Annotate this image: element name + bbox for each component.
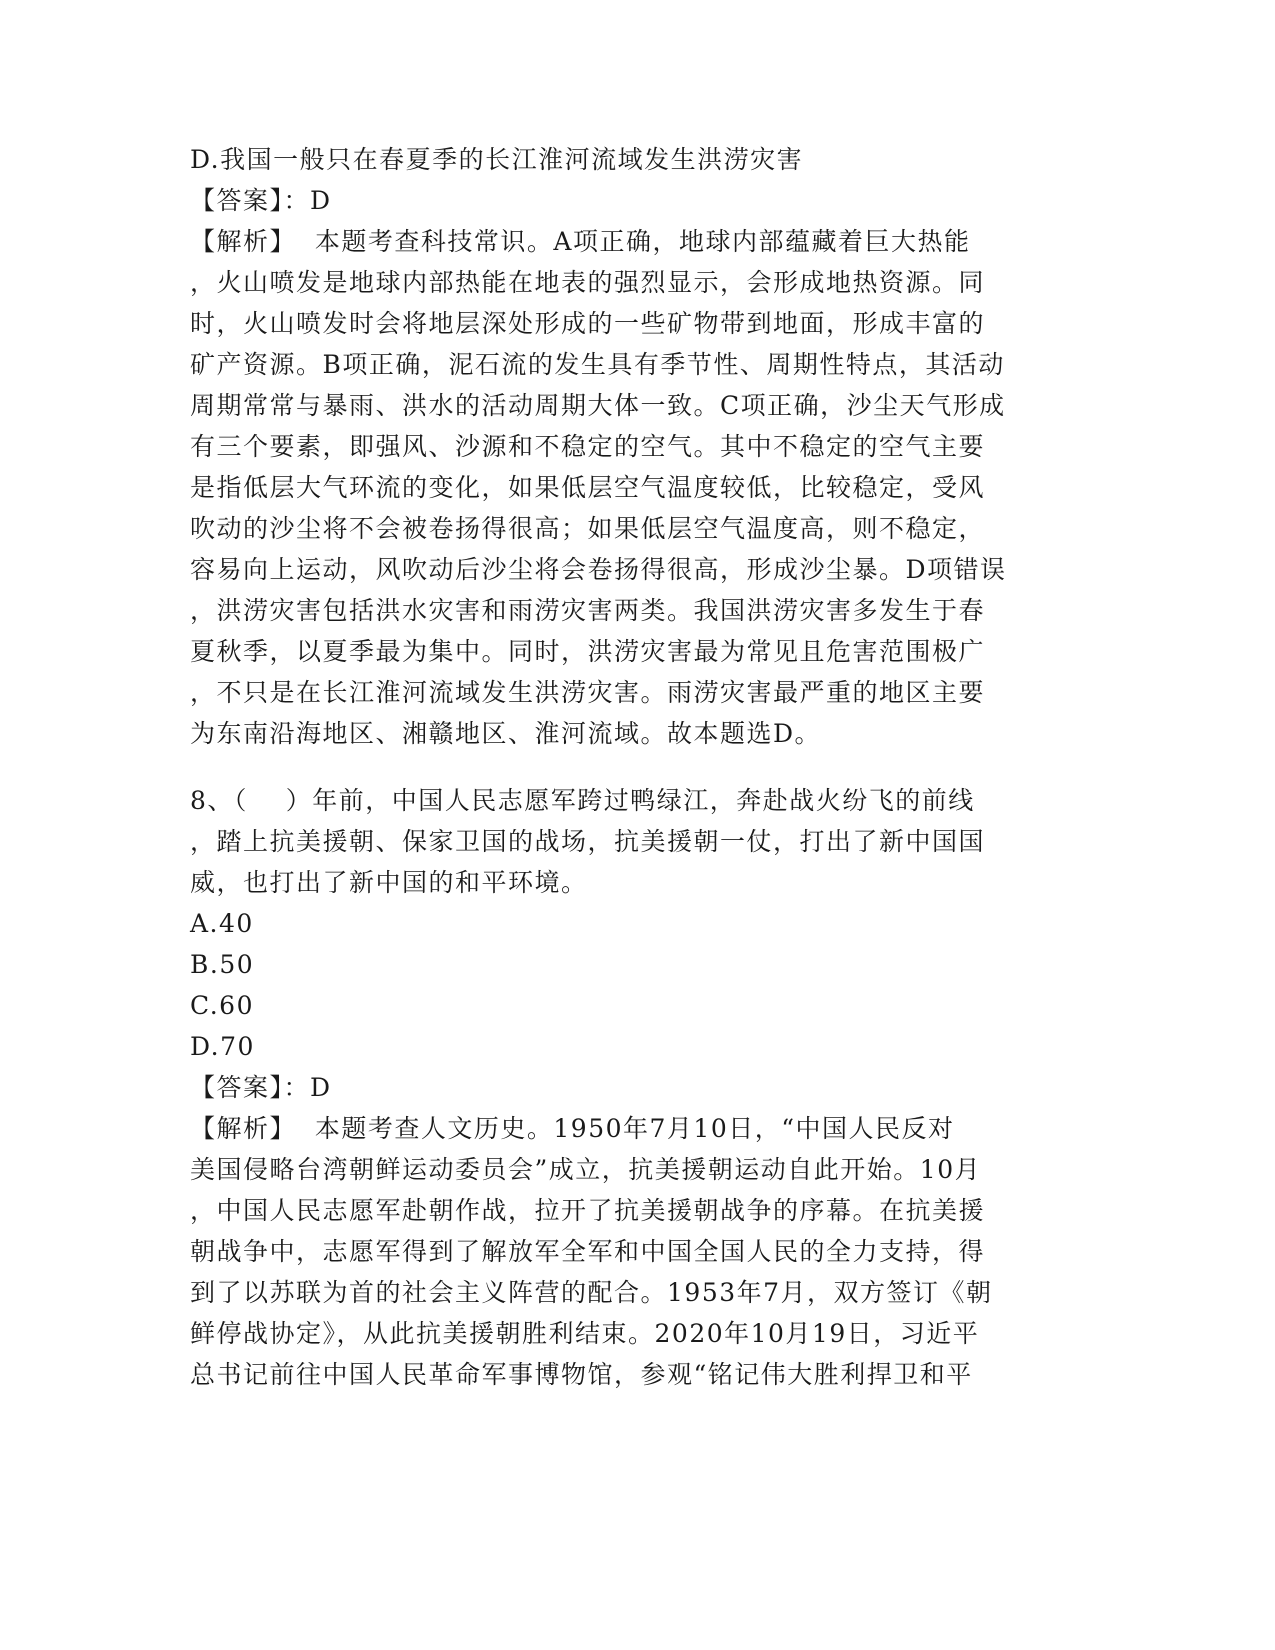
q8-question-line: 8、（ ）年前，中国人民志愿军跨过鸭绿江，奔赴战火纷飞的前线 [190,786,975,815]
q8-explanation-line: 总书记前往中国人民革命军事博物馆，参观“铭记伟大胜利捍卫和平 [190,1360,973,1389]
q8-explanation-line: 【解析】 本题考查人文历史。1950年7月10日，“中国人民反对 [190,1114,955,1143]
q8-explanation-line: ，中国人民志愿军赴朝作战，拉开了抗美援朝战争的序幕。在抗美援 [190,1196,986,1225]
q8-option-c: C.60 [190,991,254,1020]
q8-question-line: ，踏上抗美援朝、保家卫国的战场，抗美援朝一仗，打出了新中国国 [190,827,986,856]
q7-explanation-line: ，不只是在长江淮河流域发生洪涝灾害。雨涝灾害最严重的地区主要 [190,678,986,707]
q8-question-line: 威，也打出了新中国的和平环境。 [190,868,588,897]
q7-explanation-line: 有三个要素，即强风、沙源和不稳定的空气。其中不稳定的空气主要 [190,432,986,461]
q7-explanation-line: 矿产资源。B项正确，泥石流的发生具有季节性、周期性特点，其活动 [190,350,1005,379]
q8-option-b: B.50 [190,950,255,979]
q8-answer: 【答案】：D [190,1073,332,1102]
q7-explanation-line: 为东南沿海地区、湘赣地区、淮河流域。故本题选D。 [190,719,822,748]
q8-option-d: D.70 [190,1032,255,1061]
q7-explanation-line: 容易向上运动，风吹动后沙尘将会卷扬得很高，形成沙尘暴。D项错误 [190,555,1007,584]
q8-option-a: A.40 [190,909,254,938]
q7-answer: 【答案】：D [190,186,332,215]
q7-explanation-line: 夏秋季，以夏季最为集中。同时，洪涝灾害最为常见且危害范围极广 [190,637,986,666]
q7-explanation-line: 是指低层大气环流的变化，如果低层空气温度较低，比较稳定，受风 [190,473,986,502]
q7-option-d: D.我国一般只在春夏季的长江淮河流域发生洪涝灾害 [190,145,804,174]
q7-explanation-line: 吹动的沙尘将不会被卷扬得很高；如果低层空气温度高，则不稳定， [190,514,986,543]
q7-explanation-line: ，火山喷发是地球内部热能在地表的强烈显示，会形成地热资源。同 [190,268,986,297]
q8-explanation-line: 到了以苏联为首的社会主义阵营的配合。1953年7月，双方签订《朝 [190,1278,993,1307]
q7-explanation-line: 【解析】 本题考查科技常识。A项正确，地球内部蕴藏着巨大热能 [190,227,971,256]
q7-explanation-line: ，洪涝灾害包括洪水灾害和雨涝灾害两类。我国洪涝灾害多发生于春 [190,596,986,625]
q8-explanation-line: 美国侵略台湾朝鲜运动委员会”成立，抗美援朝运动自此开始。10月 [190,1155,982,1184]
q8-explanation-line: 朝战争中，志愿军得到了解放军全军和中国全国人民的全力支持，得 [190,1237,986,1266]
q8-explanation-line: 鲜停战协定》，从此抗美援朝胜利结束。2020年10月19日，习近平 [190,1319,980,1348]
q7-explanation-line: 周期常常与暴雨、洪水的活动周期大体一致。C项正确，沙尘天气形成 [190,391,1006,420]
q7-explanation-line: 时，火山喷发时会将地层深处形成的一些矿物带到地面，形成丰富的 [190,309,986,338]
